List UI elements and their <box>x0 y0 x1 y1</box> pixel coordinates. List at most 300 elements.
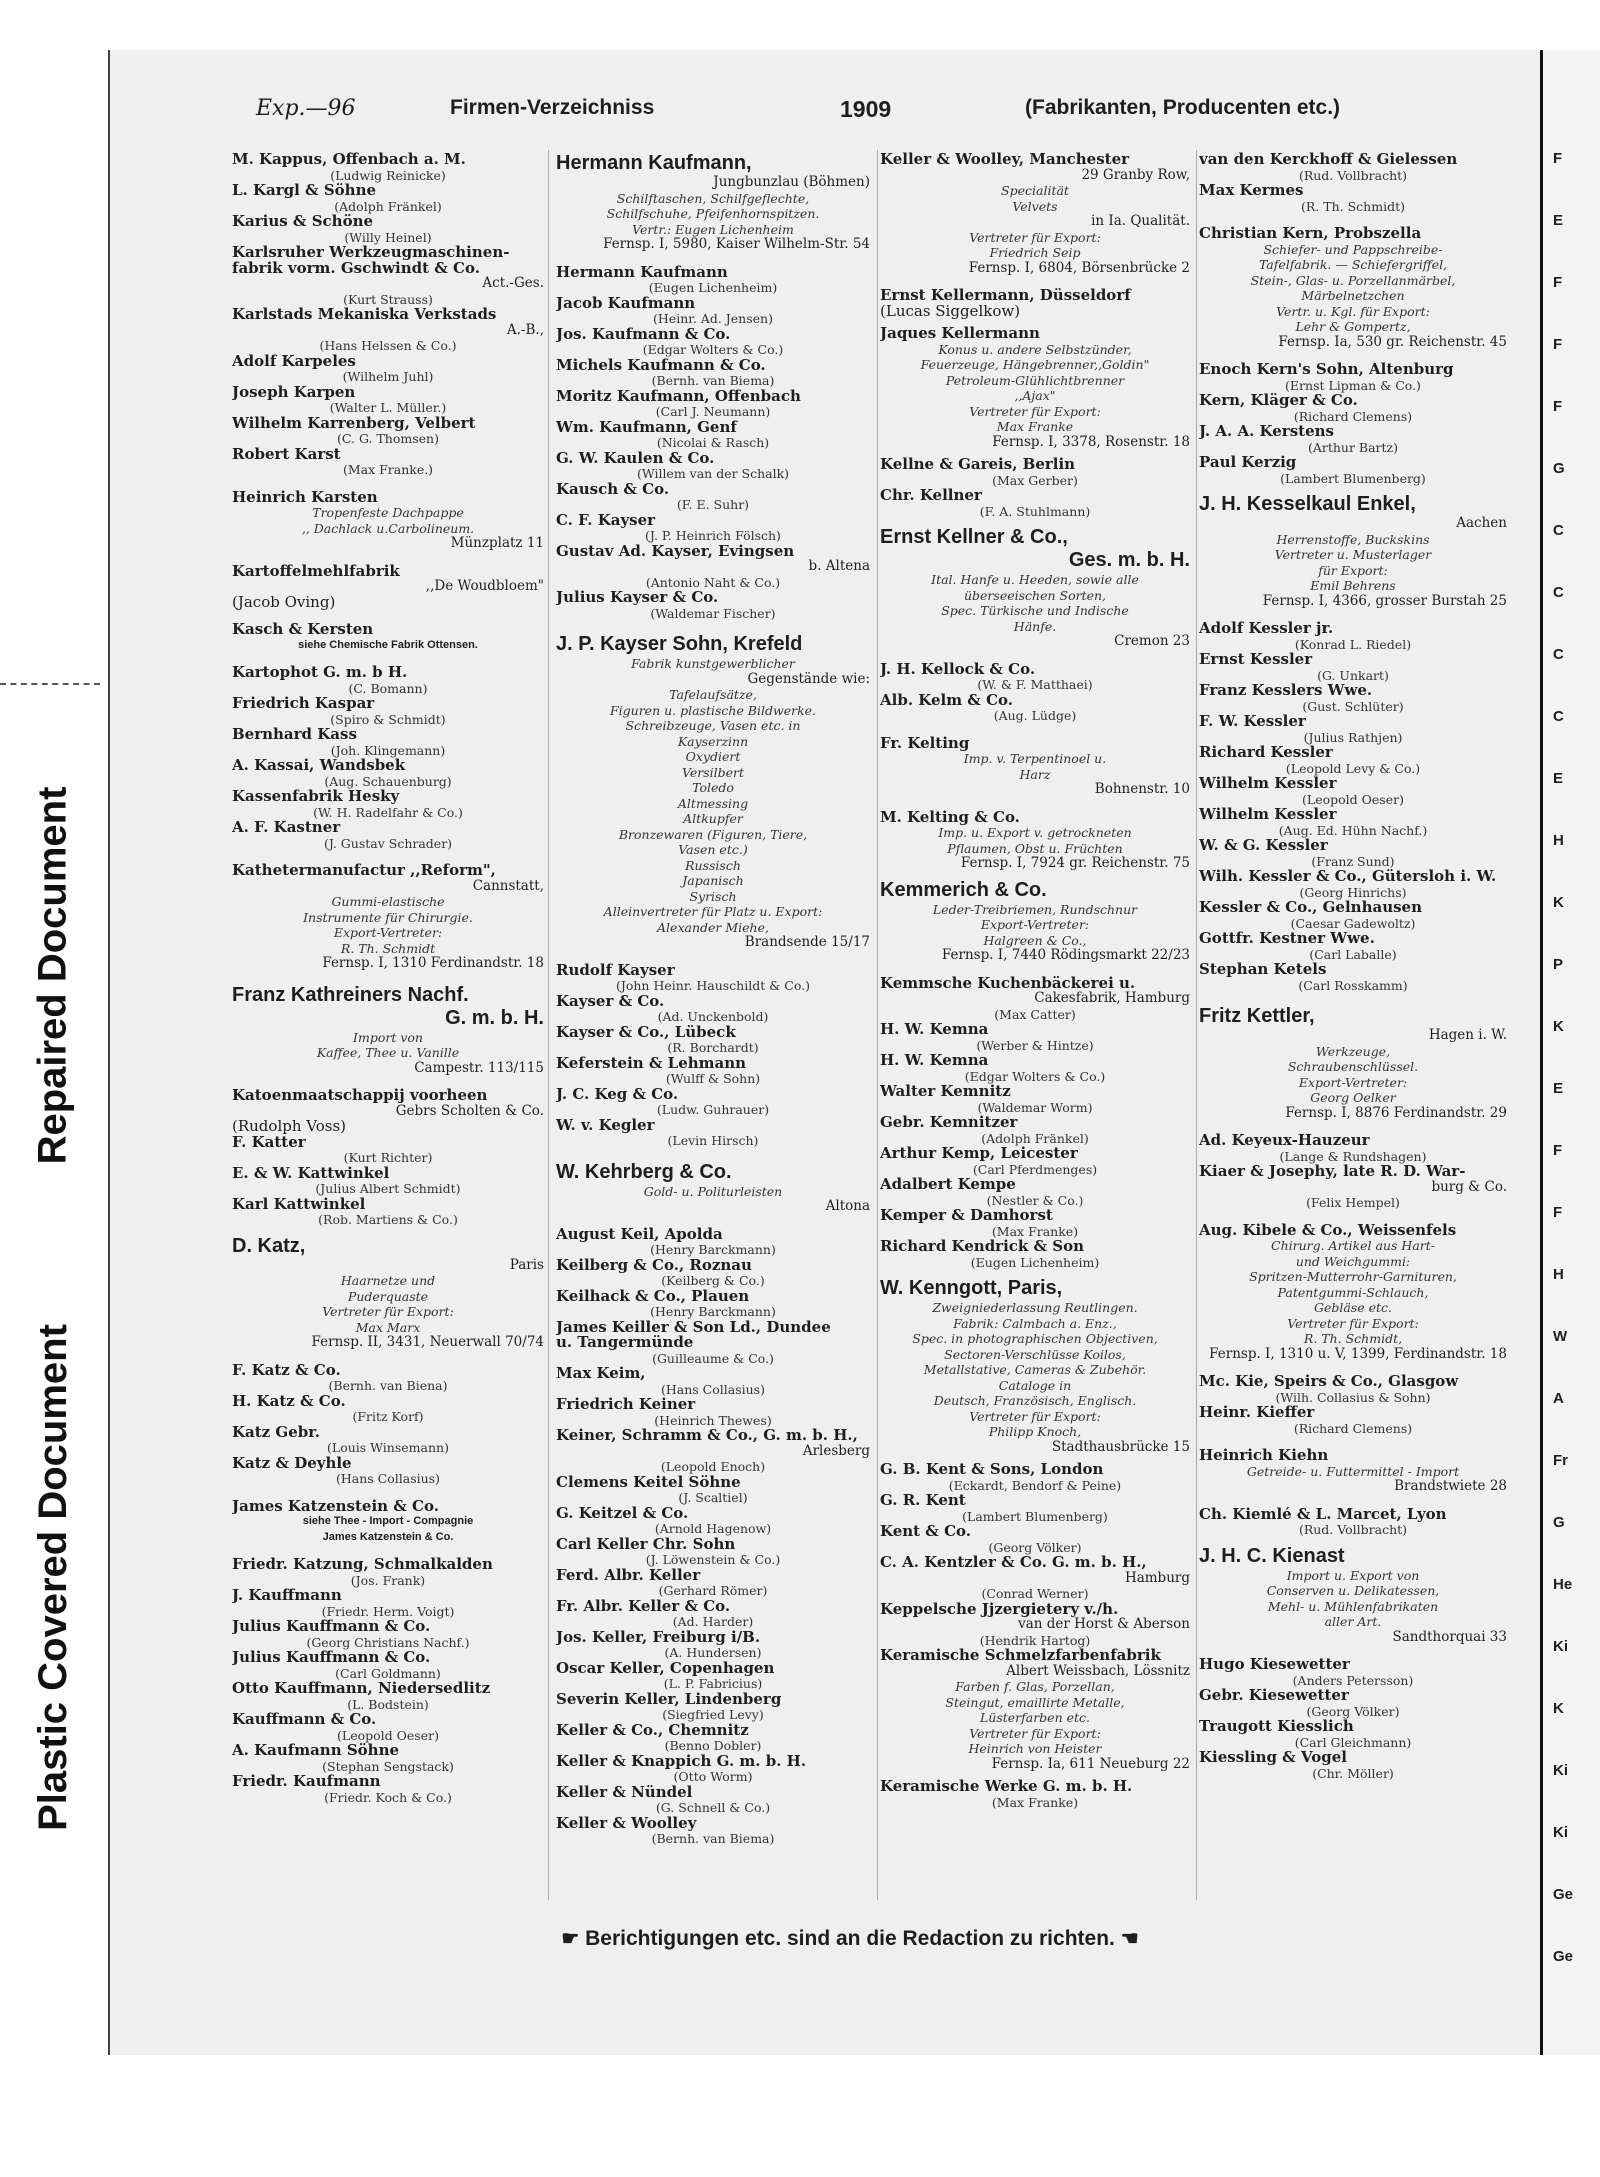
entry-description: Getreide- u. Futtermittel - Import <box>1246 1463 1460 1479</box>
agent-name: (Franz Sund) <box>1311 853 1395 869</box>
entry-description: Alexander Miehe, <box>657 919 769 935</box>
spacer <box>1199 1538 1507 1545</box>
entry-description: Max Franke <box>996 419 1074 434</box>
spacer <box>880 1455 1190 1462</box>
adjacent-page-fragment: F <box>1553 150 1563 167</box>
agent-name: (Waldemar Fischer) <box>650 605 776 621</box>
entry-description: Chirurg. Artikel aus Hart- <box>1271 1238 1435 1253</box>
company-name: Keller & Woolley, Manchester <box>880 152 1130 168</box>
company-name: Gustav Ad. Kayser, Evingsen <box>556 543 795 559</box>
company-name: Paul Kerzig <box>1199 455 1297 471</box>
agent-name: (Henry Barckmann) <box>650 1242 776 1257</box>
company-name: F. Katz & Co. <box>232 1362 341 1378</box>
company-name: M. Kappus, Offenbach a. M. <box>232 152 466 168</box>
entry-description: Herrenstoffe, Buckskins <box>1276 531 1430 547</box>
entry-description: Georg Oelker <box>1310 1090 1396 1105</box>
company-name: Severin Keller, Lindenberg <box>556 1691 782 1707</box>
company-name: Aug. Kibele & Co., Weissenfels <box>1199 1222 1457 1238</box>
company-name: Kiaer & Josephy, late R. D. War- <box>1199 1164 1466 1180</box>
company-name: Gebr. Kiesewetter <box>1199 1688 1349 1704</box>
company-name: Friedrich Kaspar <box>232 696 375 712</box>
entry-address: Albert Weissbach, Lössnitz <box>1006 1663 1190 1679</box>
page-reference: Exp.—96 <box>256 96 356 121</box>
agent-name: (Henry Barckmann) <box>650 1304 776 1319</box>
company-name: Kern, Kläger & Co. <box>1199 393 1358 409</box>
company-name: Katz & Deyhle <box>232 1455 352 1471</box>
adjacent-page-fragment: Ge <box>1553 1886 1574 1903</box>
entry-description: Japanisch <box>682 873 744 888</box>
company-name: Fr. Kelting <box>880 735 970 751</box>
company-name: Keppelsche Jjzergietery v./h. <box>880 1601 1119 1617</box>
spacer <box>1199 1121 1507 1133</box>
company-name: Katz Gebr. <box>232 1424 321 1440</box>
company-name: Karius & Schöne <box>232 214 374 230</box>
cross-reference: siehe Chemische Fabrik Ottensen. <box>298 638 478 651</box>
cut-line <box>0 683 100 685</box>
agent-name: (Eugen Lichenheim) <box>648 280 778 295</box>
entry-address: Hagen i. W. <box>1428 1028 1507 1043</box>
agent-name: (L. P. Fabricius) <box>663 1676 763 1691</box>
company-name: Fr. Albr. Keller & Co. <box>556 1598 731 1614</box>
agent-name: (Otto Worm) <box>673 1769 753 1784</box>
agent-name: (Heinrich Thewes) <box>654 1412 772 1428</box>
company-name: Wilhelm Kessler <box>1199 807 1337 823</box>
agent-name: (Eckardt, Bendorf & Peine) <box>948 1477 1122 1493</box>
company-name: Kartoffelmehlfabrik <box>232 563 400 579</box>
entry-description: Schilftaschen, Schilfgeflechte, <box>616 190 810 206</box>
entry-address: Fernsp. I, 6804, Börsenbrücke 2 <box>968 260 1190 276</box>
company-name: Gebr. Kemnitzer <box>880 1115 1018 1131</box>
entry-address: Fernsp. I, 8876 Ferdinandstr. 29 <box>1285 1105 1507 1121</box>
entry-description: Gummi-elastische <box>331 894 445 909</box>
spacer <box>880 1270 1190 1277</box>
spacer <box>232 1076 544 1088</box>
adjacent-page-fragment: F <box>1553 1204 1563 1221</box>
company-name: C. A. Kentzler & Co. G. m. b. H., <box>880 1555 1147 1571</box>
agent-name: (Hans Helssen & Co.) <box>319 338 457 353</box>
agent-name: (Leopold Oeser) <box>1302 791 1404 807</box>
agent-name: (Louis Winsemann) <box>327 1440 449 1455</box>
featured-company-name: Fritz Kettler, <box>1199 1005 1315 1027</box>
company-name: F. Katter <box>232 1134 306 1150</box>
company-name: Max Keim, <box>556 1366 646 1382</box>
pointing-hand-right-icon: ☛ <box>561 1928 580 1950</box>
entry-description: Instrumente für Chirurgie. <box>303 909 473 925</box>
entry-description: Metallstative, Cameras & Zubehör. <box>923 1362 1147 1377</box>
featured-company-name: Ernst Kellner & Co., <box>880 526 1068 548</box>
agent-name: (G. Unkart) <box>1317 667 1389 683</box>
company-name: G. R. Kent <box>880 1493 966 1509</box>
agent-name: (Max Franke.) <box>342 462 434 477</box>
spacer <box>232 1545 544 1557</box>
entry-address: Fernsp. I, 1310 Ferdinandstr. 18 <box>322 956 544 971</box>
adjacent-page-fragment: E <box>1553 770 1564 787</box>
footer-note: Berichtigungen etc. sind an die Redaction zu richten. <box>585 1927 1115 1950</box>
entry-description: Spec. Türkische und Indische <box>941 603 1129 618</box>
company-name: Karlsruher Werkzeugmaschinen- <box>232 245 510 261</box>
agent-name: (Arnold Hagenow) <box>654 1521 772 1536</box>
agent-name: (G. Schnell & Co.) <box>655 1800 771 1815</box>
agent-name: (Spiro & Schmidt) <box>330 711 446 727</box>
adjacent-page-fragment: G <box>1553 460 1565 477</box>
entry-description: Konus u. andere Selbstzünder, <box>938 341 1132 357</box>
company-name: Friedr. Kaufmann <box>232 1774 381 1790</box>
agent-name: (Carl Rosskamm) <box>1298 977 1408 993</box>
spacer <box>880 964 1190 976</box>
entry-description: Harz <box>1019 766 1051 782</box>
entry-description: Max Marx <box>355 1319 421 1335</box>
cross-reference: siehe Thee - Import - Compagnie <box>302 1515 474 1527</box>
entry-address: Gebrs Scholten & Co. <box>395 1103 544 1119</box>
entry-line: (Lucas Siggelkow) <box>880 303 1021 319</box>
adjacent-page-fragment: A <box>1553 1390 1564 1407</box>
company-name: u. Tangermünde <box>556 1335 694 1351</box>
entry-description: Sectoren-Verschlüsse Koilos, <box>944 1346 1126 1362</box>
company-name: Keller & Nündel <box>556 1784 693 1800</box>
agent-name: (Bernh. van Biema) <box>651 1831 775 1846</box>
column-2 <box>556 152 870 1847</box>
agent-name: (Keilberg & Co.) <box>661 1273 765 1288</box>
spacer <box>880 798 1190 810</box>
company-name: H. W. Kemna <box>880 1022 989 1038</box>
company-name: Stephan Ketels <box>1199 962 1327 978</box>
entry-address: 29 Granby Row, <box>1081 167 1190 183</box>
entry-line: (Jacob Oving) <box>232 594 336 610</box>
entry-description: Bronzewaren (Figuren, Tiere, <box>618 826 808 842</box>
entry-description: Spritzen-Mutterrohr-Garnituren, <box>1249 1269 1457 1284</box>
agent-name: (W. H. Radelfahr & Co.) <box>313 804 463 820</box>
adjacent-page-fragment: C <box>1553 522 1564 539</box>
spacer <box>232 552 544 564</box>
pointing-hand-left-icon: ☚ <box>1120 1928 1139 1950</box>
featured-company-name: J. P. Kayser Sohn, Krefeld <box>556 633 803 655</box>
company-name: Hermann Kaufmann <box>556 264 728 280</box>
column-rule <box>877 150 878 1900</box>
agent-name: (Walter L. Müller.) <box>329 400 447 415</box>
entry-line: (Rudolph Voss) <box>232 1119 347 1135</box>
company-name: Keiner, Schramm & Co., G. m. b. H., <box>556 1428 858 1444</box>
agent-name: (Anders Petersson) <box>1292 1672 1414 1688</box>
agent-name: (Benno Dobler) <box>664 1738 762 1753</box>
entry-address: Arlesberg <box>802 1443 870 1459</box>
agent-name: (Edgar Wolters & Co.) <box>642 342 784 357</box>
company-name: Christian Kern, Probszella <box>1199 226 1422 242</box>
entry-description: Versilbert <box>681 764 745 780</box>
company-name: Traugott Kiesslich <box>1199 1719 1354 1735</box>
company-name: Wilhelm Kessler <box>1199 776 1337 792</box>
company-name: Keferstein & Lehmann <box>556 1055 747 1071</box>
company-name: Hugo Kiesewetter <box>1199 1657 1350 1673</box>
company-name: Bernhard Kass <box>232 727 357 743</box>
agent-name: (Bernh. van Biema) <box>651 373 775 388</box>
spacer <box>1199 214 1507 226</box>
agent-name: (L. Bodstein) <box>347 1696 429 1712</box>
agent-name: (J. Gustav Schrader) <box>323 835 453 851</box>
side-label-repaired: Repaired Document <box>30 786 75 1164</box>
entry-address: Münzplatz 11 <box>450 536 544 551</box>
company-name: Gottfr. Kestner Wwe. <box>1199 931 1375 947</box>
company-name: Adolf Kessler jr. <box>1199 621 1334 637</box>
company-name: W. & G. Kessler <box>1199 838 1328 854</box>
company-name: Alb. Kelm & Co. <box>880 692 1013 708</box>
column-4 <box>1199 152 1507 1781</box>
spacer <box>556 253 870 265</box>
agent-name: (Nestler & Co.) <box>986 1192 1084 1208</box>
entry-description: R. Th. Schmidt <box>340 940 436 956</box>
company-name: Wm. Kaufmann, Genf <box>556 419 737 435</box>
company-name: Friedrich Keiner <box>556 1397 696 1413</box>
adjacent-page-fragment: E <box>1553 1080 1564 1097</box>
featured-company-suffix: G. m. b. H. <box>445 1006 544 1029</box>
entry-address: Paris <box>509 1257 544 1273</box>
entry-description: Leder-Treibriemen, Rundschnur <box>932 901 1138 917</box>
adjacent-page-fragment: H <box>1553 832 1564 849</box>
spacer <box>880 276 1190 288</box>
adjacent-page-fragment: F <box>1553 274 1563 291</box>
spacer <box>556 951 870 963</box>
agent-name: (Adolph Fränkel) <box>334 198 442 214</box>
agent-name: (F. E. Suhr) <box>676 497 750 512</box>
agent-name: (Georg Völker) <box>988 1539 1082 1555</box>
agent-name: (Leopold Oeser) <box>337 1727 439 1743</box>
column-rule <box>548 150 549 1900</box>
entry-description: Export-Vertreter: <box>333 925 443 940</box>
company-name: Keramische Schmelzfarbenfabrik <box>880 1648 1161 1664</box>
company-name: Heinr. Kieffer <box>1199 1405 1315 1421</box>
agent-name: (C. Bomann) <box>348 680 428 696</box>
agent-name: (Rud. Vollbracht) <box>1298 1522 1408 1537</box>
entry-address: Brandsende 15/17 <box>744 935 870 950</box>
spacer <box>1199 486 1507 493</box>
spacer <box>232 1228 544 1235</box>
agent-name: (Leopold Enoch) <box>660 1459 766 1474</box>
company-name: Richard Kessler <box>1199 745 1333 761</box>
adjacent-page-fragment: C <box>1553 708 1564 725</box>
entry-address: Fernsp. I, 7440 Rödingsmarkt 22/23 <box>941 948 1190 963</box>
entry-address: Fernsp. I, 1310 u. V, 1399, Ferdinandstr. 18 <box>1209 1346 1507 1362</box>
agent-name: (Friedr. Herm. Voigt) <box>321 1603 455 1619</box>
agent-name: (F. A. Stuhlmann) <box>979 503 1091 519</box>
company-name: Kessler & Co., Gelnhausen <box>1199 900 1423 916</box>
agent-name: (R. Th. Schmidt) <box>1301 198 1405 214</box>
company-name: Kayser & Co. <box>556 993 665 1009</box>
company-name: Kemper & Damhorst <box>880 1208 1053 1224</box>
spacer <box>232 851 544 863</box>
company-name: Heinrich Karsten <box>232 489 378 505</box>
company-name: Keller & Knappich G. m. b. H. <box>556 1753 807 1769</box>
company-name: Kayser & Co., Lübeck <box>556 1024 736 1040</box>
agent-name: (Aug. Schauenburg) <box>324 773 452 789</box>
entry-address: b. Altena <box>808 559 870 574</box>
company-name: Ernst Kessler <box>1199 652 1313 668</box>
agent-name: (Max Franke) <box>991 1794 1079 1810</box>
entry-description: überseeischen Sorten, <box>963 587 1107 603</box>
company-name: Julius Kauffmann & Co. <box>232 1650 431 1666</box>
agent-name: (Stephan Sengstack) <box>322 1758 454 1774</box>
entry-description: Emil Behrens <box>1310 578 1396 593</box>
company-name: Otto Kauffmann, Niedersedlitz <box>232 1681 491 1697</box>
entry-address: Brandstwiete 28 <box>1394 1479 1507 1494</box>
entry-address: Campestr. 113/115 <box>414 1060 544 1076</box>
entry-description: Werkzeuge, <box>1315 1043 1391 1059</box>
adjacent-page-fragment: H <box>1553 1266 1564 1283</box>
entry-description: Schiefer- und Pappschreibe- <box>1263 241 1443 257</box>
entry-description: Toledo <box>692 780 734 795</box>
company-name: Ferd. Albr. Keller <box>556 1567 701 1583</box>
adjacent-page-fragment: K <box>1553 1018 1564 1035</box>
agent-name: (Hans Collasius) <box>661 1381 765 1397</box>
entry-description: Specialität <box>1001 183 1069 198</box>
entry-description: Syrisch <box>689 888 737 904</box>
entry-description: und Weichgummi: <box>1295 1253 1411 1269</box>
company-name: van den Kerckhoff & Gielessen <box>1199 152 1458 168</box>
company-name: H. W. Kemna <box>880 1053 989 1069</box>
entry-address: burg & Co. <box>1431 1179 1507 1195</box>
page-year: 1909 <box>840 96 892 122</box>
entry-description: Friedrich Seip <box>989 245 1081 260</box>
agent-name: (Gust. Schlüter) <box>1302 698 1404 714</box>
agent-name: (Carl J. Neumann) <box>655 404 771 419</box>
entry-address: Cakesfabrik, Hamburg <box>1034 991 1190 1006</box>
company-name: Jos. Kaufmann & Co. <box>556 326 731 342</box>
column-rule <box>1196 150 1197 1900</box>
agent-name: (Edgar Wolters & Co.) <box>964 1068 1106 1084</box>
company-name: Walter Kemnitz <box>880 1084 1011 1100</box>
agent-name: (J. P. Heinrich Fölsch) <box>645 528 781 543</box>
entry-description: Spec. in photographischen Objectiven, <box>912 1331 1158 1346</box>
entry-description: Cataloge in <box>998 1377 1072 1393</box>
page-title: Firmen-Verzeichniss <box>450 96 655 119</box>
company-name: Richard Kendrick & Son <box>880 1239 1085 1255</box>
spacer <box>880 319 1190 326</box>
agent-name: (Nicolai & Rasch) <box>656 435 770 450</box>
company-name: Ernst Kellermann, Düsseldorf <box>880 288 1131 304</box>
agent-name: (Conrad Werner) <box>981 1586 1089 1601</box>
company-name: A. F. Kastner <box>232 820 341 836</box>
agent-name: (Eugen Lichenheim) <box>970 1254 1100 1270</box>
company-name: James Keiller & Son Ld., Dundee <box>556 1319 831 1335</box>
entry-description: Schilfschuhe, Pfeifenhornspitzen. <box>606 206 820 221</box>
agent-name: (Georg Christians Nachf.) <box>306 1634 470 1650</box>
company-name: E. & W. Kattwinkel <box>232 1165 390 1181</box>
agent-name: (Ernst Lipman & Co.) <box>1285 377 1421 393</box>
company-name: M. Kelting & Co. <box>880 809 1020 825</box>
entry-description: Tropenfeste Dachpappe <box>312 505 464 520</box>
company-name: Kathetermanufactur ,,Reform", <box>232 863 496 879</box>
entry-description: Imp. u. Export v. getrockneten <box>938 825 1132 840</box>
entry-description: Schreibzeuge, Vasen etc. in <box>625 718 801 733</box>
company-name: Rudolf Kayser <box>556 962 675 978</box>
entry-description: Alleinvertreter für Platz u. Export: <box>603 904 823 919</box>
agent-name: (Wulff & Sohn) <box>665 1071 761 1086</box>
spacer <box>1199 609 1507 621</box>
entry-address: Bohnenstr. 10 <box>1094 782 1190 797</box>
entry-description: Fabrik kunstgewerblicher <box>631 656 795 671</box>
entry-description: Lüsterfarben etc. <box>979 1710 1091 1725</box>
company-name: C. F. Kayser <box>556 512 656 528</box>
agent-name: (Fritz Korf) <box>352 1409 424 1424</box>
featured-company-name: W. Kehrberg & Co. <box>556 1160 732 1183</box>
company-name: Wilhelm Karrenberg, Velbert <box>232 415 476 431</box>
entry-address: Cannstatt, <box>472 878 544 894</box>
agent-name: (J. Scaltiel) <box>678 1490 748 1505</box>
company-name: Heinrich Kiehn <box>1199 1448 1329 1464</box>
entry-description: Vertreter für Export: <box>322 1304 454 1319</box>
entry-description: Import von <box>353 1029 423 1045</box>
entry-address: Sandthorquai 33 <box>1392 1629 1507 1645</box>
entry-description: Pflaumen, Obst u. Früchten <box>947 840 1123 856</box>
spacer <box>556 621 870 633</box>
spacer <box>880 872 1190 879</box>
featured-company-name: J. H. Kesselkaul Enkel, <box>1199 493 1416 515</box>
spacer <box>880 519 1190 526</box>
spacer <box>880 1772 1190 1779</box>
adjacent-page-fragment: F <box>1553 1142 1563 1159</box>
page-header <box>150 96 1350 136</box>
spacer <box>232 1487 544 1499</box>
company-name: Kent & Co. <box>880 1524 971 1540</box>
entry-address: Aachen <box>1456 516 1507 531</box>
agent-name: (Leopold Levy & Co.) <box>1285 760 1421 776</box>
company-name: Enoch Kern's Sohn, Altenburg <box>1199 362 1454 378</box>
agent-name: (Joh. Klingemann) <box>330 742 446 758</box>
agent-name: (Lambert Blumenberg) <box>962 1508 1108 1524</box>
company-name: Moritz Kaufmann, Offenbach <box>556 388 801 404</box>
featured-company-name: Kemmerich & Co. <box>880 878 1047 901</box>
spacer <box>556 1215 870 1227</box>
entry-description: ,, Dachlack u.Carbolineum. <box>301 520 475 536</box>
spacer <box>232 610 544 622</box>
adjacent-page-fragment: C <box>1553 584 1564 601</box>
entry-address: Altona <box>825 1199 870 1214</box>
company-name: Kauffmann & Co. <box>232 1712 377 1728</box>
adjacent-page-fragment: K <box>1553 1700 1564 1717</box>
adjacent-page-fragment: P <box>1553 956 1564 973</box>
entry-description: Export-Vertreter: <box>980 917 1090 932</box>
agent-name: (Caesar Gadewoltz) <box>1290 915 1416 931</box>
entry-description: Conserven u. Delikatessen, <box>1266 1583 1440 1598</box>
adjacent-page-fragment: He <box>1553 1576 1573 1593</box>
spacer <box>1199 993 1507 1005</box>
company-name: Kellne & Gareis, Berlin <box>880 457 1076 473</box>
entry-description: Farben f. Glas, Porzellan, <box>955 1679 1115 1694</box>
entry-address: Stadthausbrücke 15 <box>1051 1439 1190 1455</box>
entry-description: Kaffee, Thee u. Vanille <box>316 1045 460 1060</box>
company-name: Karlstads Mekaniska Verkstads <box>232 307 497 323</box>
entry-description: Export-Vertreter: <box>1298 1074 1408 1090</box>
agent-name: (Chr. Möller) <box>1312 1765 1394 1781</box>
entry-address: ,,De Woudbloem" <box>425 579 544 594</box>
company-name: Kassenfabrik Hesky <box>232 789 400 805</box>
company-name: L. Kargl & Söhne <box>232 183 377 199</box>
company-name: Karl Kattwinkel <box>232 1196 366 1212</box>
entry-address: Fernsp. Ia, 611 Neueburg 22 <box>991 1756 1190 1772</box>
entry-description: Gebläse etc. <box>1313 1300 1392 1315</box>
entry-address: Fernsp. Ia, 530 gr. Reichenstr. 45 <box>1278 334 1507 350</box>
entry-description: Petroleum-Glühlichtbrenner <box>945 372 1125 388</box>
agent-name: (Kurt Strauss) <box>343 291 433 307</box>
company-name: G. W. Kaulen & Co. <box>556 450 715 466</box>
company-name: August Keil, Apolda <box>556 1226 723 1242</box>
entry-description: Vertreter für Export: <box>969 403 1101 419</box>
company-name: Keilberg & Co., Roznau <box>556 1257 752 1273</box>
agent-name: (Willy Heinel) <box>344 229 432 245</box>
entry-description: für Export: <box>1318 562 1388 578</box>
agent-name: (Hans Collasius) <box>336 1471 440 1486</box>
company-name: Katoenmaatschappij voorheen <box>232 1088 488 1104</box>
company-name: Keller & Woolley <box>556 1815 697 1831</box>
agent-name: (Gerhard Römer) <box>658 1583 768 1598</box>
